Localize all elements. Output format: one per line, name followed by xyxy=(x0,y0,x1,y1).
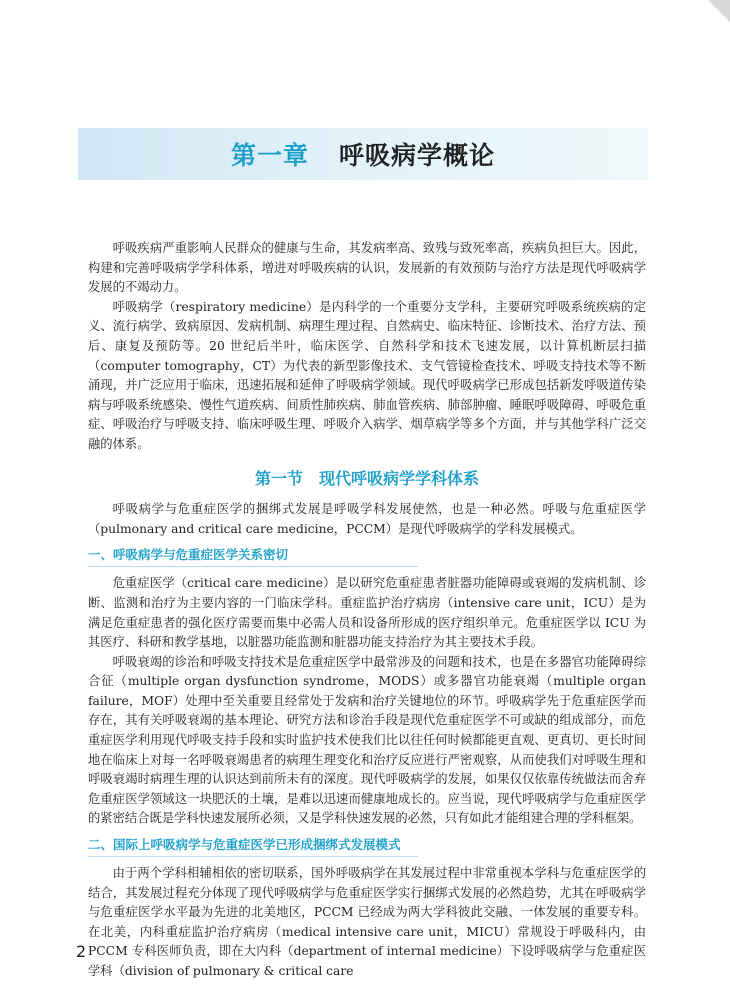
subsection-heading-2: 二、国际上呼吸病学与危重症医学已形成捆绑式发展模式 xyxy=(88,837,418,857)
section-heading xyxy=(88,469,646,489)
intro-paragraph: 呼吸疾病严重影响人民群众的健康与生命，其发病率高、致残与致死率高，疾病负担巨大。因此，构建和完善呼吸病学学科体系，增进对呼吸疾病的认识，发展新的有效预防与治疗方法是现代呼吸病学发展的不竭动力。 xyxy=(88,241,646,295)
body-paragraph: 呼吸衰竭的诊治和呼吸支持技术是危重症医学中最常涉及的问题和技术，也是在多器官功能障碍综合征（multiple organ dysfunction syndrome，MODS）或多器官功能衰竭（multiple organ failure，MOF）处理中至关重要且经常处于发病和治疗关键地位的环节。呼吸病学先于危重症医学而存在，其有关呼吸衰竭的基本理论、研究方法和诊治手段是现代危重症医学不可或缺的组成部分，而危重症医学利用现代呼吸支持手段和实时监护技术使我们比以往任何时候都能更直观、更真切、更长时间地在临床上对每一名呼吸衰竭患者的病理生理变化和治疗反应进行严密观察，从而使我们对呼吸生理和呼吸衰竭时病理生理的认识达到前所未有的深度。现代呼吸病学的发展，如果仅仅依靠传统做法而舍弃危重症医学领域这一块肥沃的土壤，是难以迅速而健康地成长的。应当说，现代呼吸病学与危重症医学的紧密结合既是学科快速发展所必须，又是学科快速发展的必然，只有如此才能组建合理的学科框架。 xyxy=(88,654,646,826)
section-number: 第一节 xyxy=(254,468,303,488)
page-content xyxy=(88,239,646,982)
body-paragraph: 由于两个学科相辅相依的密切联系，国外呼吸病学在其发展过程中非常重视本学科与危重症医学的结合，其发展过程充分体现了现代呼吸病学与危重症医学实行捆绑式发展的必然趋势，尤其在呼吸病学与危重症医学水平最为先进的北美地区，PCCM 已经成为两大学科彼此交融、一体发展的重要专科。在北美，内科重症监护治疗病房（medical intensive care unit，MICU）常规设于呼吸科内，由 PCCM 专科医师负责，即在大内科（department of internal medicine）下设呼吸病学与危重症医学科（division of pulmonary & critical care xyxy=(88,866,646,978)
section-lead-paragraph: 呼吸病学与危重症医学的捆绑式发展是呼吸学科发展使然，也是一种必然。呼吸与危重症医学（pulmonary and critical care medicine，PCCM）是现代呼吸病学的学科发展模式。 xyxy=(88,502,646,536)
body-paragraph: 危重症医学（critical care medicine）是以研究危重症患者脏器功能障碍或衰竭的发病机制、诊断、监测和治疗为主要内容的一门临床学科。重症监护治疗病房（intensive care unit，ICU）是为满足危重症患者的强化医疗需要而集中必需人员和设备所形成的医疗组织单元。危重症医学以 ICU 为其医疗、科研和教学基地，以脏器功能监测和脏器功能支持治疗为其主要技术手段。 xyxy=(88,576,646,650)
chapter-header xyxy=(78,128,648,180)
chapter-title: 呼吸病学概论 xyxy=(339,141,496,170)
intro-paragraph: 呼吸病学（respiratory medicine）是内科学的一个重要分支学科，主要研究呼吸系统疾病的定义、流行病学、致病原因、发病机制、病理生理过程、自然病史、临床特征、诊断技术、治疗方法、预后、康复及预防等。20 世纪后半叶，临床医学、自然科学和技术飞速发展，以计算机断层扫描（computer tomography，CT）为代表的新型影像技术、支气管镜检查技术、呼吸支持技术等不断涌现，并广泛应用于临床，迅速拓展和延伸了呼吸病学领域。现代呼吸病学已形成包括新发呼吸道传染病与呼吸系统感染、慢性气道疾病、间质性肺疾病、肺血管疾病、肺部肿瘤、睡眠呼吸障碍、呼吸危重症、呼吸治疗与呼吸支持、临床呼吸生理、呼吸介入病学、烟草病学等多个方面，并与其他学科广泛交融的体系。 xyxy=(88,299,646,451)
chapter-number: 第一章 xyxy=(230,141,309,170)
page-number: 2 xyxy=(76,942,87,961)
page-corner-fold xyxy=(708,0,730,22)
section-title: 现代呼吸病学学科体系 xyxy=(319,468,480,488)
subsection-heading-1: 一、呼吸病学与危重症医学关系密切 xyxy=(88,547,418,567)
